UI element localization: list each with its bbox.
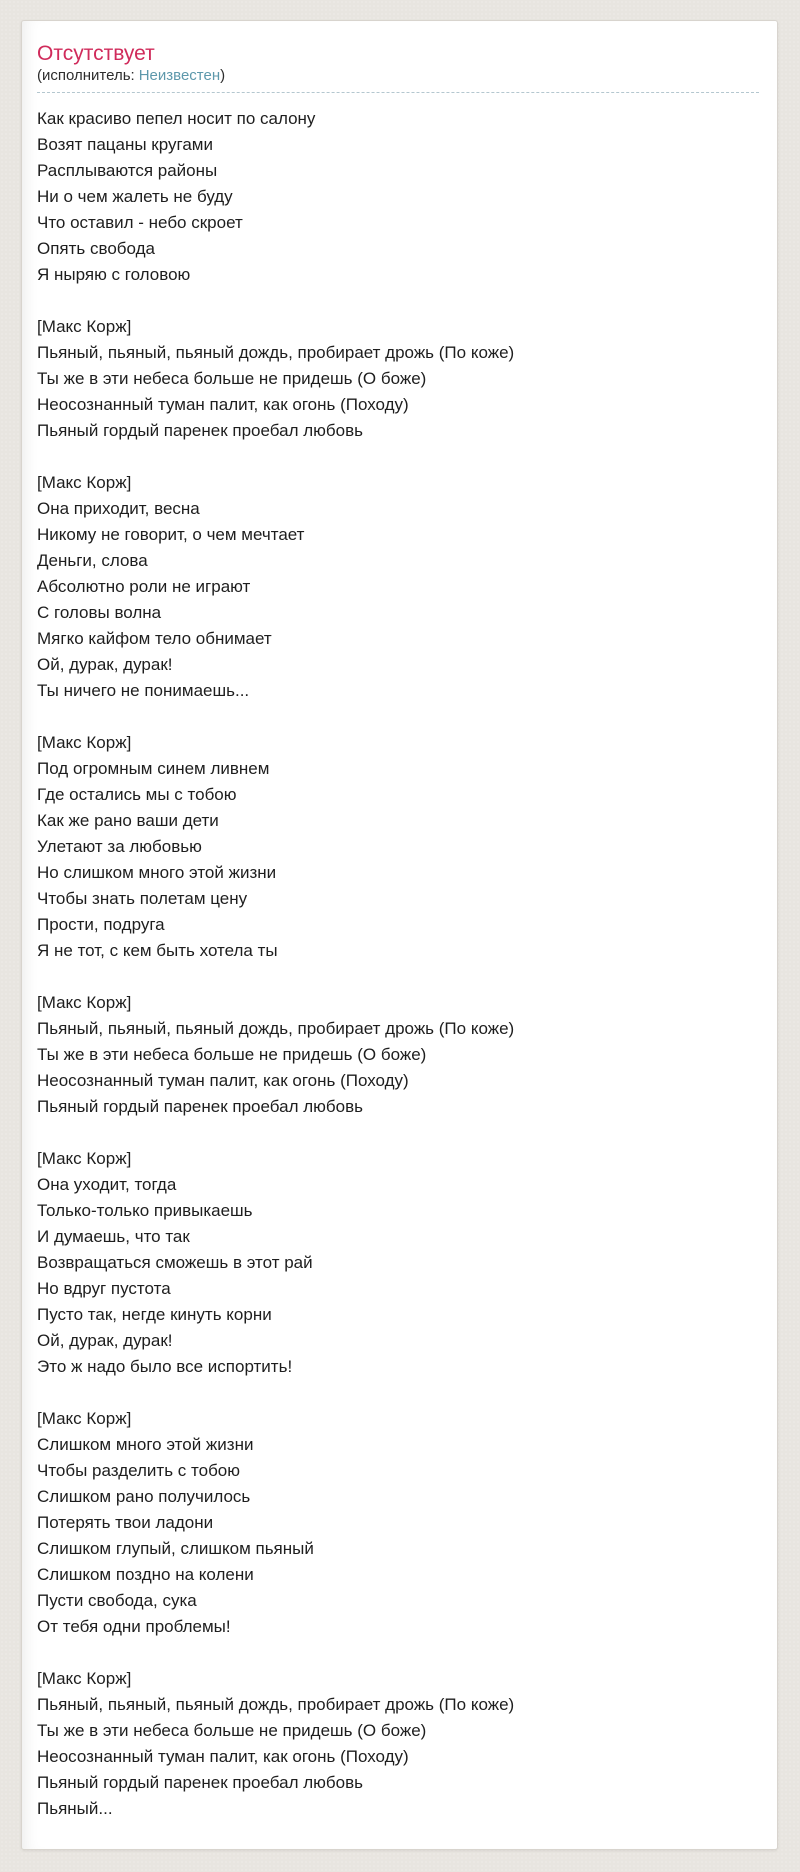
stanza: [Макс Корж] Пьяный, пьяный, пьяный дождь, пробирает дрожь (По коже) Ты же в эти небеса больше не придешь (О боже) Неосознанный туман палит, как огонь (Походу) Пьяный гордый паренек проебал любовь — [37, 993, 515, 1116]
stanza: [Макс Корж] Пьяный, пьяный, пьяный дождь, пробирает дрожь (По коже) Ты же в эти небеса больше не придешь (О боже) Неосознанный туман палит, как огонь (Походу) Пьяный гордый паренек проебал любовь Пьяный... — [37, 1669, 515, 1818]
stanza: [Макс Корж] Под огромным синем ливнем Где остались мы с тобою Как же рано ваши дети Улетают за любовью Но слишком много этой жизни Чтобы знать полетам цену Прости, подруга Я не тот, с кем быть хотела ты — [37, 733, 278, 960]
stanza: [Макс Корж] Пьяный, пьяный, пьяный дождь, пробирает дрожь (По коже) Ты же в эти небеса больше не придешь (О боже) Неосознанный туман палит, как огонь (Походу) Пьяный гордый паренек проебал любовь — [37, 317, 515, 440]
song-title: Отсутствует — [37, 42, 155, 65]
artist-label-suffix: ) — [220, 67, 226, 84]
artist-line — [37, 67, 759, 93]
stanza: Как красиво пепел носит по салону Возят пацаны кругами Расплываются районы Ни о чем жалеть не буду Что оставил - небо скроет Опять свобода Я ныряю с головою — [37, 109, 316, 284]
artist-link[interactable]: Неизвестен — [138, 67, 221, 84]
stanza: [Макс Корж] Она приходит, весна Никому не говорит, о чем мечтает Деньги, слова Абсолютно роли не играют С головы волна Мягко кайфом тело обнимает Ой, дурак, дурак! Ты ничего не понимаешь... — [37, 473, 305, 700]
stanza: [Макс Корж] Слишком много этой жизни Чтобы разделить с тобою Слишком рано получилось Потерять твои ладони Слишком глупый, слишком пьяный Слишком поздно на колени Пусти свобода, сука От тебя одни проблемы! — [37, 1409, 314, 1636]
lyrics-card — [21, 20, 778, 1850]
stanza: [Макс Корж] Она уходит, тогда Только-только привыкаешь И думаешь, что так Возвращаться сможешь в этот рай Но вдруг пустота Пусто так, негде кинуть корни Ой, дурак, дурак! Это ж надо было все испортить! — [37, 1149, 313, 1376]
artist-label: (исполнитель: — [37, 67, 135, 84]
lyrics-text — [37, 93, 759, 1822]
